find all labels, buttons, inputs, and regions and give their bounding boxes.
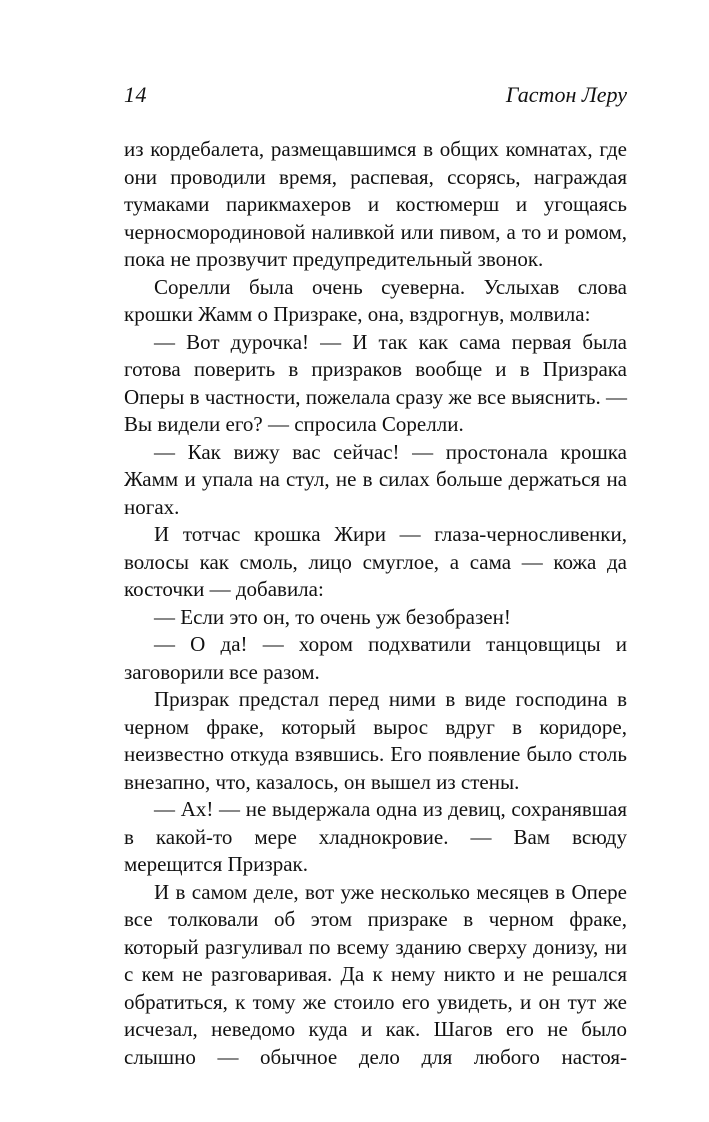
page-header: [124, 82, 627, 112]
paragraph-continuation: из кордебалета, размещавшимся в общих комнатах, где они проводили время, распевая, ссорясь, награждая тумаками парикмахеров и костюмерш и угощаясь черносмородиновой наливкой или пивом, а то и ромом, пока не прозвучит предупредительный звонок.: [124, 137, 627, 271]
paragraph-dialogue: — Если это он, то очень уж безобразен!: [154, 604, 511, 629]
paragraph: Сорелли была очень суеверна. Услыхав слова крошки Жамм о Призраке, она, вздрогнув, молвила:: [124, 274, 627, 326]
paragraph: И в самом деле, вот уже несколько месяцев в Опере все толковали об этом призраке в черном фраке, который разгуливал по всему зданию сверху донизу, ни с кем не разговаривая. Да к нему никто и не решался обратиться, к тому же стоило его увидеть, и он тут же исчезал, неведомо куда и как. Шагов его не было слышно — обычное дело для любого настоя-: [124, 879, 627, 1069]
paragraph-dialogue: — Вот дурочка! — И так как сама первая была готова поверить в призраков вообще и в Призрака Оперы в частности, пожелала сразу же все выяснить. — Вы видели его? — спросила Сорелли.: [124, 329, 627, 436]
paragraph-dialogue: — Ах! — не выдержала одна из девиц, сохранявшая в какой-то мере хладнокровие. — Вам всюду мерещится Призрак.: [124, 797, 627, 876]
body-text: [124, 136, 627, 1071]
paragraph: И тотчас крошка Жири — глаза-черносливенки, волосы как смоль, лицо смуглое, а сама — кожа да косточки — добавила:: [124, 522, 627, 601]
running-head-author: Гастон Леру: [505, 82, 627, 107]
paragraph-dialogue: — О да! — хором подхватили танцовщицы и заговорили все разом.: [124, 632, 627, 684]
paragraph: Призрак предстал перед ними в виде господина в черном фраке, который вырос вдруг в коридоре, неизвестно откуда взявшись. Его появление было столь внезапно, что, казалось, он вышел из стены.: [124, 687, 627, 794]
book-page: [124, 82, 627, 1071]
paragraph-dialogue: — Как вижу вас сейчас! — простонала крошка Жамм и упала на стул, не в силах больше держаться на ногах.: [124, 439, 627, 519]
page-number: 14: [124, 82, 147, 107]
